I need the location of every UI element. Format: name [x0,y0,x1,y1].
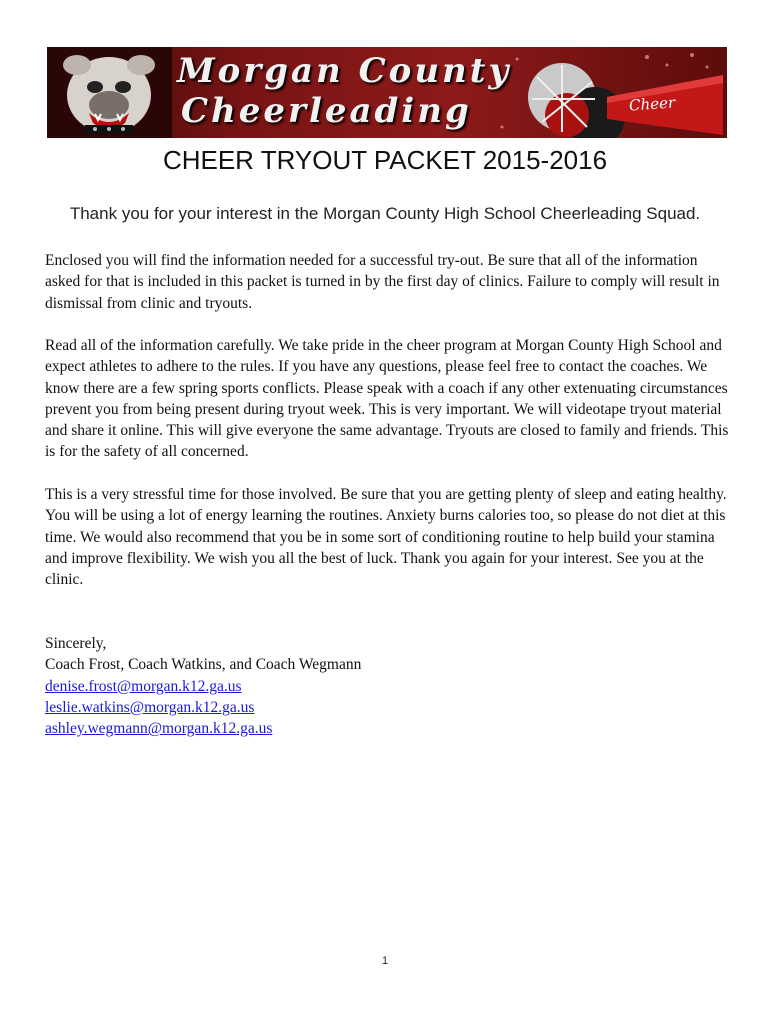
email-link-wegmann[interactable]: ashley.wegmann@morgan.k12.ga.us [45,720,273,738]
page-number: 1 [381,955,389,967]
paragraph-enclosed: Enclosed you will find the information needed for a successful try-out. Be sure that all of the information asked for that is included in this packet is turned in by the first day of clinics. Failure to comply will result in dismissal from clinic and tryouts. [45,252,720,312]
paragraph-read-carefully: Read all of the information carefully. We take pride in the cheer program at Morgan County High School and expect athletes to adhere to the rules. If you have any questions, please feel free to contact the coaches. We know there are a few spring sports conflicts. Please speak with a coach if any other extenuating circumstances prevent you from being present during tryout week. This is very important. We will videotape tryout material and share it online. This will give everyone the same advantage. Tryouts are closed to family and friends. This is for the safety of all concerned. [45,337,729,461]
coach-names: Coach Frost, Coach Watkins, and Coach Wegmann [45,656,362,674]
banner-line-2: Cheerleading [181,91,472,131]
paragraph-stressful-time: This is a very stressful time for those involved. Be sure that you are getting plenty of sleep and eating healthy. You will be using a lot of energy learning the routines. Anxiety burns calories too, so please do not diet at this time. We would also recommend that you be in some sort of conditioning routine to help build your stamina and improve flexibility. We wish you all the best of luck. Thank you again for your interest. See you at the clinic. [45,486,727,589]
megaphone-label: Cheer [628,93,676,115]
thank-you-line: Thank you for your interest in the Morgan County High School Cheerleading Squad. [69,204,701,223]
email-link-watkins[interactable]: leslie.watkins@morgan.k12.ga.us [45,698,255,716]
signature-block [45,633,361,739]
header-banner [47,47,727,138]
email-link-frost[interactable]: denise.frost@morgan.k12.ga.us [45,677,242,695]
bulldog-icon [47,47,172,138]
page-title: CHEER TRYOUT PACKET 2015-2016 [162,145,608,175]
salutation: Sincerely, [45,635,107,652]
banner-line-1: Morgan County [177,51,512,91]
banner-title [177,51,511,131]
